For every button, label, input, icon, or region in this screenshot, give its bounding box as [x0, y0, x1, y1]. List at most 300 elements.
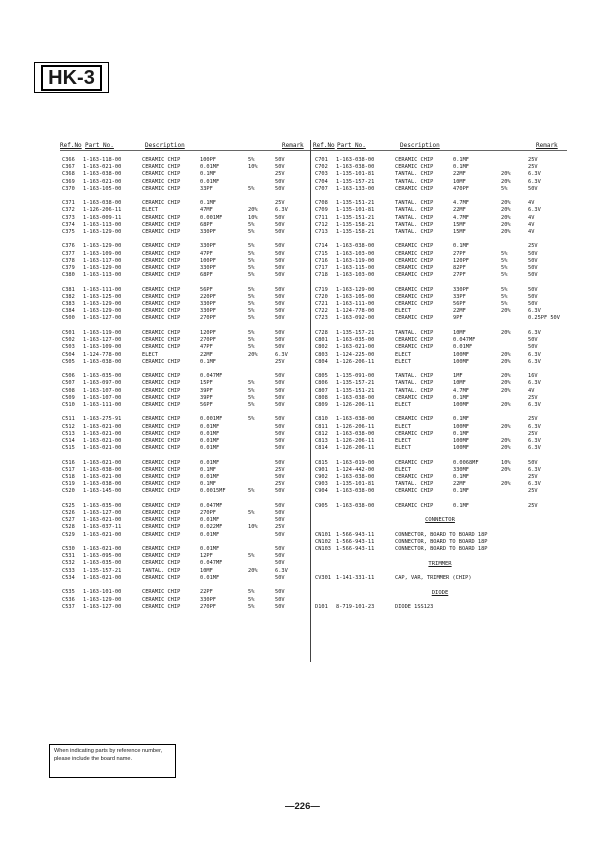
voltage: 50V — [528, 286, 538, 293]
voltage: 50V — [528, 250, 538, 257]
ref-no: C516 — [62, 459, 75, 466]
description: CERAMIC CHIP — [395, 272, 434, 279]
part-no: 1-163-129-00 — [83, 308, 122, 315]
part-no: 1-135-158-21 — [336, 221, 375, 228]
ref-no: C715 — [315, 250, 328, 257]
part-no: 1-163-038-00 — [83, 481, 122, 488]
part-no: 1-163-021-00 — [83, 178, 122, 185]
value: 0.1MF — [200, 466, 216, 473]
ref-no: C534 — [62, 574, 75, 581]
part-no: 1-163-038-00 — [83, 358, 122, 365]
part-no: 1-163-038-00 — [336, 416, 375, 423]
parts-row — [315, 416, 565, 423]
description: CERAMIC CHIP — [142, 603, 181, 610]
description: CERAMIC CHIP — [142, 329, 181, 336]
parts-row — [315, 215, 565, 222]
parts-row — [62, 604, 308, 611]
parts-row — [315, 337, 565, 344]
parts-group — [62, 416, 308, 452]
part-no: 1-163-117-00 — [83, 257, 122, 264]
tolerance: 5% — [248, 387, 255, 394]
voltage: 6.3V — [528, 380, 541, 387]
value: 0.01MF — [200, 546, 220, 553]
ref-no: C379 — [62, 265, 75, 272]
part-no: 1-163-111-00 — [83, 401, 122, 408]
value: 56PF — [453, 301, 466, 308]
description: CERAMIC CHIP — [142, 488, 181, 495]
voltage: 6.3V — [528, 308, 541, 315]
value: 82PF — [453, 265, 466, 272]
tolerance: 5% — [248, 510, 255, 517]
value: 100MF — [453, 445, 469, 452]
description: CERAMIC CHIP — [395, 243, 434, 250]
tolerance: 20% — [501, 387, 511, 394]
voltage: 50V — [275, 373, 285, 380]
tolerance: 5% — [501, 257, 508, 264]
value: 0.1MF — [453, 157, 469, 163]
parts-row — [62, 157, 308, 164]
tolerance: 20% — [501, 401, 511, 408]
voltage: 25V — [275, 358, 285, 365]
parts-group — [62, 503, 308, 539]
voltage: 25V — [275, 481, 285, 488]
tolerance: 5% — [248, 380, 255, 387]
voltage: 50V — [275, 517, 285, 524]
voltage: 50V — [528, 459, 538, 466]
value: 100MF — [453, 358, 469, 365]
description: ELECT — [395, 401, 411, 408]
parts-list-left — [62, 157, 308, 618]
part-no: 1-163-129-00 — [336, 286, 375, 293]
part-no: 1-163-038-00 — [336, 502, 375, 509]
description: TANTAL. CHIP — [395, 228, 434, 235]
description: CERAMIC CHIP — [142, 517, 181, 524]
ref-no: C382 — [62, 293, 75, 300]
part-no: 1-163-019-00 — [336, 459, 375, 466]
description: DIODE 1SS123 — [395, 604, 434, 611]
voltage: 50V — [275, 560, 285, 567]
voltage: 50V — [275, 250, 285, 257]
tolerance: 5% — [248, 243, 255, 250]
parts-row — [62, 308, 308, 315]
description: CERAMIC CHIP — [142, 596, 181, 603]
tolerance: 5% — [248, 488, 255, 495]
parts-row — [315, 294, 565, 301]
ref-no: C811 — [315, 423, 328, 430]
tolerance: 20% — [501, 214, 511, 221]
ref-no: C505 — [62, 358, 75, 365]
description: CERAMIC CHIP — [142, 553, 181, 560]
description: CERAMIC CHIP — [395, 157, 434, 163]
part-no: 1-163-127-00 — [83, 315, 122, 322]
parts-row — [315, 186, 565, 193]
part-no: 1-135-157-21 — [336, 380, 375, 387]
ref-no: C717 — [315, 265, 328, 272]
voltage: 50V — [275, 293, 285, 300]
value: 330PF — [200, 243, 216, 250]
ref-no: C810 — [315, 416, 328, 423]
description: CERAMIC CHIP — [142, 574, 181, 581]
value: 0.01MF — [200, 430, 220, 437]
part-no: 1-163-038-00 — [336, 164, 375, 171]
voltage: 25V — [528, 243, 538, 250]
part-no: 1-163-038-00 — [336, 394, 375, 401]
part-no: 1-126-206-11 — [336, 423, 375, 430]
parts-row — [62, 503, 308, 510]
voltage: 50V — [528, 301, 538, 308]
ref-no: C373 — [62, 214, 75, 221]
description: CERAMIC CHIP — [142, 481, 181, 488]
tolerance: 5% — [248, 228, 255, 235]
tolerance: 20% — [501, 207, 511, 214]
tolerance: 5% — [501, 250, 508, 257]
voltage: 25V — [528, 394, 538, 401]
header-description: Description — [145, 142, 185, 149]
parts-row — [315, 373, 565, 380]
parts-row — [315, 431, 565, 438]
voltage: 50V — [528, 265, 538, 272]
part-no: 1-135-101-81 — [336, 171, 375, 178]
ref-no: C374 — [62, 221, 75, 228]
value: 0.01MF — [200, 445, 220, 452]
ref-no: C901 — [315, 466, 328, 473]
parts-list-right — [315, 157, 565, 619]
part-no: 1-163-021-00 — [83, 459, 122, 466]
value: 4.7MF — [453, 200, 469, 207]
voltage: 50V — [275, 157, 285, 163]
part-no: 1-163-113-00 — [83, 221, 122, 228]
ref-no: C709 — [315, 207, 328, 214]
description: CERAMIC CHIP — [142, 546, 181, 553]
ref-no: C802 — [315, 344, 328, 351]
part-no: 1-163-037-11 — [83, 524, 122, 531]
part-no: 1-124-442-00 — [336, 466, 375, 473]
header-description-right: Description — [400, 142, 440, 149]
ref-no: C502 — [62, 337, 75, 344]
description: CERAMIC CHIP — [142, 301, 181, 308]
value: 120PF — [200, 329, 216, 336]
value: 12PF — [200, 553, 213, 560]
value: 22MF — [453, 171, 466, 178]
ref-no: C531 — [62, 553, 75, 560]
part-no: 1-126-206-11 — [336, 358, 375, 365]
part-no: 1-163-092-00 — [336, 315, 375, 322]
ref-no: C720 — [315, 293, 328, 300]
voltage: 6.3V — [528, 445, 541, 452]
part-no: 1-163-111-00 — [83, 286, 122, 293]
description: ELECT — [142, 351, 158, 358]
part-no: 1-163-118-00 — [83, 157, 122, 163]
value: 10MF — [200, 567, 213, 574]
parts-row — [315, 402, 565, 409]
voltage: 50V — [275, 445, 285, 452]
ref-no: C721 — [315, 301, 328, 308]
description: CERAMIC CHIP — [395, 301, 434, 308]
part-no: 1-566-943-11 — [336, 531, 375, 538]
parts-group — [315, 243, 565, 279]
description: CERAMIC CHIP — [142, 272, 181, 279]
part-no: 1-163-038-00 — [83, 200, 122, 207]
description: CERAMIC CHIP — [142, 185, 181, 192]
voltage: 25V — [528, 164, 538, 171]
parts-row — [315, 330, 565, 337]
part-no: 1-126-206-11 — [83, 207, 122, 214]
part-no: 1-163-127-00 — [83, 603, 122, 610]
value: 68PF — [200, 272, 213, 279]
description: CERAMIC CHIP — [142, 358, 181, 365]
value: 0.01MF — [200, 178, 220, 185]
parts-row — [62, 546, 308, 553]
parts-row — [62, 330, 308, 337]
parts-row — [62, 388, 308, 395]
ref-no: C384 — [62, 308, 75, 315]
part-no: 1-163-119-00 — [336, 257, 375, 264]
value: 0.1MF — [453, 416, 469, 423]
parts-row — [315, 207, 565, 214]
description: CERAMIC CHIP — [395, 459, 434, 466]
ref-no: C510 — [62, 401, 75, 408]
value: 100MF — [453, 351, 469, 358]
tolerance: 5% — [248, 272, 255, 279]
description: TANTAL. CHIP — [395, 221, 434, 228]
voltage: 50V — [275, 502, 285, 509]
description: CERAMIC CHIP — [395, 315, 434, 322]
part-no: 1-163-105-00 — [336, 293, 375, 300]
description: ELECT — [395, 308, 411, 315]
description: ELECT — [395, 466, 411, 473]
ref-no: C529 — [62, 531, 75, 538]
value: 0.1MF — [453, 488, 469, 495]
value: 330MF — [453, 466, 469, 473]
voltage: 50V — [275, 228, 285, 235]
tolerance: 5% — [248, 596, 255, 603]
description: CERAMIC CHIP — [142, 286, 181, 293]
tolerance: 5% — [248, 589, 255, 596]
description: CERAMIC CHIP — [142, 157, 181, 163]
tolerance: 20% — [501, 466, 511, 473]
description: CERAMIC CHIP — [395, 474, 434, 481]
description: CERAMIC CHIP — [142, 437, 181, 444]
part-no: 1-163-021-00 — [83, 164, 122, 171]
description: CERAMIC CHIP — [142, 423, 181, 430]
part-no: 1-566-943-11 — [336, 546, 375, 553]
tolerance: 20% — [501, 200, 511, 207]
value: 0.047MF — [200, 560, 223, 567]
description: CERAMIC CHIP — [142, 560, 181, 567]
tolerance: 10% — [248, 214, 258, 221]
ref-no: C815 — [315, 459, 328, 466]
part-no: 1-163-101-00 — [83, 589, 122, 596]
voltage: 50V — [275, 337, 285, 344]
parts-row — [315, 604, 565, 611]
value: 330PF — [453, 286, 469, 293]
part-no: 1-566-943-11 — [336, 539, 375, 546]
ref-no: C712 — [315, 221, 328, 228]
voltage: 4V — [528, 200, 535, 207]
ref-no: C376 — [62, 243, 75, 250]
description: CERAMIC CHIP — [395, 164, 434, 171]
description: TANTAL. CHIP — [395, 387, 434, 394]
part-no: 1-163-038-00 — [83, 466, 122, 473]
ref-no: C518 — [62, 474, 75, 481]
voltage: 25V — [275, 466, 285, 473]
part-no: 1-163-107-00 — [83, 394, 122, 401]
parts-row — [62, 416, 308, 423]
value: 0.1MF — [200, 200, 216, 207]
part-no: 1-163-129-00 — [83, 596, 122, 603]
description: CERAMIC CHIP — [142, 171, 181, 178]
description: CERAMIC CHIP — [142, 502, 181, 509]
parts-row — [62, 215, 308, 222]
voltage: 6.3V — [528, 171, 541, 178]
ref-no: C814 — [315, 445, 328, 452]
value: 15MF — [453, 228, 466, 235]
description: CERAMIC CHIP — [142, 531, 181, 538]
parts-row — [315, 359, 565, 366]
parts-row — [315, 265, 565, 272]
trimmer-section-title: TRIMMER — [428, 560, 452, 567]
voltage: 6.3V — [528, 351, 541, 358]
part-no: 1-135-101-81 — [336, 207, 375, 214]
value: 0.01MF — [200, 517, 220, 524]
description: CERAMIC CHIP — [142, 250, 181, 257]
voltage: 6.3V — [528, 423, 541, 430]
ref-no: C368 — [62, 171, 75, 178]
parts-row — [62, 207, 308, 214]
parts-row — [62, 171, 308, 178]
column-divider — [310, 140, 311, 662]
parts-row — [62, 395, 308, 402]
value: 0.1MF — [200, 358, 216, 365]
ref-no: C801 — [315, 337, 328, 344]
value: 0.1MF — [200, 171, 216, 178]
tolerance: 5% — [501, 293, 508, 300]
tolerance: 5% — [248, 257, 255, 264]
part-no: 1-163-119-00 — [83, 329, 122, 336]
tolerance: 20% — [501, 380, 511, 387]
parts-row — [315, 532, 565, 539]
voltage: 6.3V — [275, 351, 288, 358]
description: CONNECTOR, BOARD TO BOARD 18P — [395, 531, 488, 538]
part-no: 1-163-129-00 — [83, 228, 122, 235]
parts-row — [315, 243, 565, 250]
ref-no: C375 — [62, 228, 75, 235]
parts-row — [62, 179, 308, 186]
ref-no: C520 — [62, 488, 75, 495]
voltage: 50V — [275, 265, 285, 272]
voltage: 50V — [275, 531, 285, 538]
description: CERAMIC CHIP — [142, 265, 181, 272]
ref-no: CV301 — [315, 575, 331, 582]
voltage: 25V — [275, 171, 285, 178]
tolerance: 5% — [248, 329, 255, 336]
ref-no: C501 — [62, 329, 75, 336]
description: CERAMIC CHIP — [142, 337, 181, 344]
tolerance: 20% — [501, 445, 511, 452]
header-part-no-right: Part No. — [337, 142, 366, 149]
description: TANTAL. CHIP — [395, 329, 434, 336]
part-no: 1-163-035-00 — [336, 337, 375, 344]
description: TANTAL. CHIP — [395, 171, 434, 178]
voltage: 50V — [275, 243, 285, 250]
description: CERAMIC CHIP — [142, 589, 181, 596]
ref-no: C904 — [315, 488, 328, 495]
parts-group — [62, 373, 308, 409]
description: CERAMIC CHIP — [142, 394, 181, 401]
voltage: 50V — [275, 315, 285, 322]
tolerance: 5% — [248, 301, 255, 308]
parts-row — [62, 467, 308, 474]
tolerance: 5% — [248, 221, 255, 228]
value: 330PF — [200, 596, 216, 603]
parts-row — [315, 179, 565, 186]
ref-no: C525 — [62, 502, 75, 509]
parts-row — [62, 560, 308, 567]
header-part-no: Part No. — [85, 142, 114, 149]
part-no: 1-163-133-00 — [336, 185, 375, 192]
part-no: 1-163-038-00 — [336, 430, 375, 437]
part-no: 1-163-035-00 — [83, 502, 122, 509]
parts-row — [62, 200, 308, 207]
ref-no: C514 — [62, 437, 75, 444]
value: 0.022MF — [200, 524, 223, 531]
part-no: 1-163-127-00 — [83, 337, 122, 344]
parts-row — [62, 402, 308, 409]
value: 56PF — [200, 286, 213, 293]
voltage: 6.3V — [528, 207, 541, 214]
value: 270PF — [200, 315, 216, 322]
value: 270PF — [200, 510, 216, 517]
ref-no: C377 — [62, 250, 75, 257]
ref-no: C381 — [62, 286, 75, 293]
voltage: 6.3V — [528, 178, 541, 185]
value: 0.1MF — [453, 474, 469, 481]
tolerance: 20% — [501, 329, 511, 336]
ref-no: C527 — [62, 517, 75, 524]
ref-no: C723 — [315, 315, 328, 322]
tolerance: 5% — [501, 185, 508, 192]
parts-row — [315, 301, 565, 308]
value: 0.047MF — [453, 337, 476, 344]
tolerance: 20% — [248, 351, 258, 358]
parts-group — [315, 503, 565, 510]
tolerance: 20% — [501, 358, 511, 365]
value: 27PF — [453, 272, 466, 279]
voltage: 6.3V — [528, 466, 541, 473]
parts-row — [62, 597, 308, 604]
voltage: 50V — [275, 401, 285, 408]
description: CERAMIC CHIP — [142, 221, 181, 228]
description: TANTAL. CHIP — [395, 481, 434, 488]
parts-group — [62, 200, 308, 236]
description: CERAMIC CHIP — [395, 293, 434, 300]
header-remark: Remark — [282, 142, 304, 149]
parts-group — [315, 287, 565, 323]
ref-no: C372 — [62, 207, 75, 214]
parts-row — [62, 524, 308, 531]
ref-no: C808 — [315, 394, 328, 401]
part-no: 1-126-206-11 — [336, 401, 375, 408]
ref-no: C703 — [315, 171, 328, 178]
parts-row — [315, 481, 565, 488]
tolerance: 10% — [248, 524, 258, 531]
value: 10MF — [453, 329, 466, 336]
voltage: 0.25PF 50V — [528, 315, 560, 322]
voltage: 25V — [528, 502, 538, 509]
voltage: 50V — [528, 257, 538, 264]
description: CERAMIC CHIP — [142, 373, 181, 380]
part-no: 1-135-151-21 — [336, 387, 375, 394]
